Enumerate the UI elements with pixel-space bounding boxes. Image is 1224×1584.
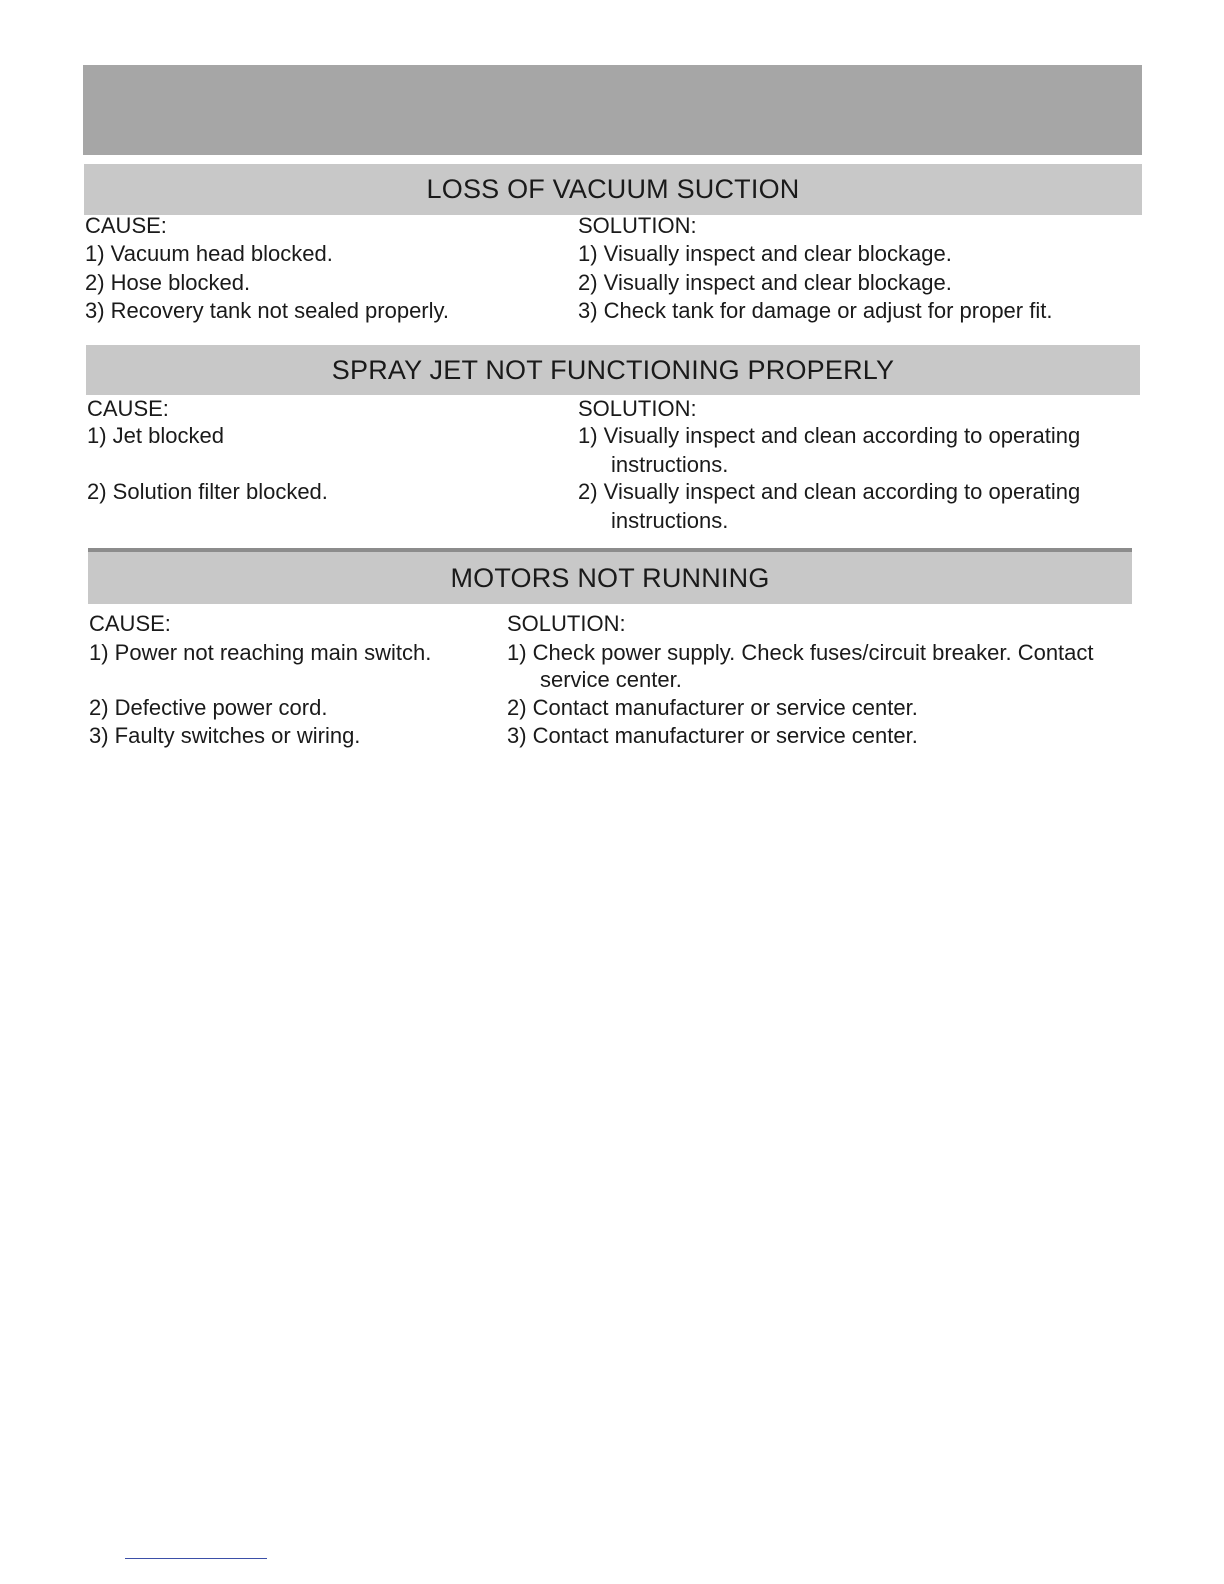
section-title-loss-of-vacuum: LOSS OF VACUUM SUCTION: [84, 164, 1142, 215]
cause-item: 2) Defective power cord.: [89, 695, 328, 720]
solution-item-continuation: service center.: [540, 667, 682, 692]
solution-label: SOLUTION:: [507, 611, 626, 636]
solution-item: 1) Check power supply. Check fuses/circuit breaker. Contact: [507, 640, 1094, 665]
solution-item-continuation: instructions.: [611, 452, 729, 477]
solution-item: 2) Contact manufacturer or service center.: [507, 695, 918, 720]
solution-item: 1) Visually inspect and clean according to operating: [578, 423, 1081, 448]
cause-item: 1) Vacuum head blocked.: [85, 241, 333, 266]
solution-item: 1) Visually inspect and clear blockage.: [578, 241, 952, 266]
cause-label: CAUSE:: [85, 213, 167, 238]
cause-label: CAUSE:: [87, 396, 169, 421]
section-title-spray-jet: SPRAY JET NOT FUNCTIONING PROPERLY: [86, 345, 1140, 395]
top-banner: [83, 65, 1142, 155]
footer-rule: [125, 1558, 267, 1559]
solution-item: 2) Visually inspect and clear blockage.: [578, 270, 952, 295]
solution-item: 3) Contact manufacturer or service center.: [507, 723, 918, 748]
cause-item: 3) Recovery tank not sealed properly.: [85, 298, 449, 323]
section-title-motors-not-running: MOTORS NOT RUNNING: [88, 548, 1132, 604]
cause-item: 2) Solution filter blocked.: [87, 479, 328, 504]
solution-label: SOLUTION:: [578, 213, 697, 238]
cause-label: CAUSE:: [89, 611, 171, 636]
cause-item: 1) Jet blocked: [87, 423, 224, 448]
solution-item: 2) Visually inspect and clean according to operating: [578, 479, 1081, 504]
cause-item: 3) Faulty switches or wiring.: [89, 723, 361, 748]
solution-label: SOLUTION:: [578, 396, 697, 421]
solution-item: 3) Check tank for damage or adjust for proper fit.: [578, 298, 1053, 323]
cause-item: 2) Hose blocked.: [85, 270, 251, 295]
solution-item-continuation: instructions.: [611, 508, 729, 533]
cause-item: 1) Power not reaching main switch.: [89, 640, 432, 665]
